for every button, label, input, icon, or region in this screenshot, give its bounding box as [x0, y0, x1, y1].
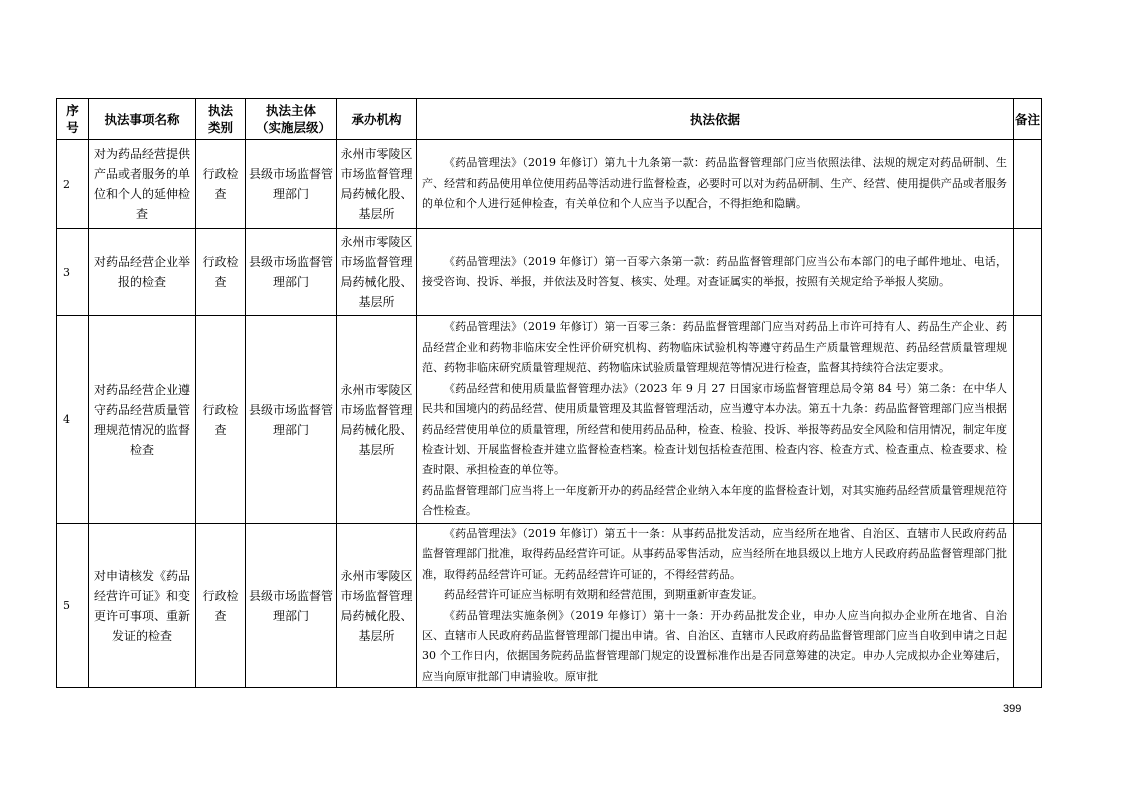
row-category: 行政检查	[196, 524, 246, 688]
table-row	[57, 316, 1042, 524]
basis-paragraph: 《药品管理法实施条例》（2019 年修订）第十一条：开办药品批发企业，申办人应当向拟办企业所在地省、自治区、直辖市人民政府药品监督管理部门提出申请。省、自治区、直辖市人民政府药品监督管理部门应当自收到申请之日起 30 个工作日内，依据国务院药品监督管理部门规定的设置标准作出是否同意筹建的决定。申办人完成拟办企业筹建后，应当向原审批部门申请验收。原审批	[422, 608, 1007, 683]
header-category: 执法类别	[196, 99, 246, 140]
row-subject: 县级市场监督管理部门	[246, 524, 337, 688]
basis-paragraph: 药品经营许可证应当标明有效期和经营范围，到期重新审查发证。	[444, 588, 763, 602]
row-agency: 永州市零陵区市场监督管理局药械化股、基层所	[337, 229, 417, 316]
row-name: 对药品经营企业遵守药品经营质量管理规范情况的监督检查	[89, 316, 196, 524]
row-remark	[1014, 140, 1042, 229]
row-remark	[1014, 229, 1042, 316]
row-no: 3	[57, 229, 89, 316]
row-agency: 永州市零陵区市场监督管理局药械化股、基层所	[337, 524, 417, 688]
row-name: 对药品经营企业举报的检查	[89, 229, 196, 316]
row-name: 对为药品经营提供产品或者服务的单位和个人的延伸检查	[89, 140, 196, 229]
table-row	[57, 524, 1042, 688]
row-no: 5	[57, 524, 89, 688]
row-basis	[417, 229, 1014, 316]
basis-paragraph: 药品监督管理部门应当将上一年度新开办的药品经营企业纳入本年度的监督检查计划，对其实施药品经营质量管理规范符合性检查。	[422, 483, 1007, 518]
table-row	[57, 229, 1042, 316]
row-category: 行政检查	[196, 316, 246, 524]
table-row	[57, 140, 1042, 229]
header-remark: 备注	[1014, 99, 1042, 140]
row-agency: 永州市零陵区市场监督管理局药械化股、基层所	[337, 316, 417, 524]
row-category: 行政检查	[196, 140, 246, 229]
row-name: 对申请核发《药品经营许可证》和变更许可事项、重新发证的检查	[89, 524, 196, 688]
row-remark	[1014, 316, 1042, 524]
basis-paragraph: 《药品管理法》（2019 年修订）第五十一条：从事药品批发活动，应当经所在地省、自治区、直辖市人民政府药品监督管理部门批准，取得药品经营许可证。从事药品零售活动，应当经所在地县级以上地方人民政府药品监督管理部门批准，取得药品经营许可证。无药品经营许可证的，不得经营药品。	[422, 527, 1007, 581]
basis-paragraph: 《药品管理法》（2019 年修订）第九十九条第一款：药品监督管理部门应当依照法律、法规的规定对药品研制、生产、经营和药品使用单位使用药品等活动进行监督检查，必要时可以对为药品研制、生产、经营、使用提供产品或者服务的单位和个人进行延伸检查，有关单位和个人应当予以配合，不得拒绝和隐瞒。	[422, 156, 1007, 211]
header-basis: 执法依据	[417, 99, 1014, 140]
row-subject: 县级市场监督管理部门	[246, 316, 337, 524]
row-no: 2	[57, 140, 89, 229]
header-no: 序号	[57, 99, 89, 140]
row-no: 4	[57, 316, 89, 524]
header-name: 执法事项名称	[89, 99, 196, 140]
row-remark	[1014, 524, 1042, 688]
table-header-row	[57, 99, 1042, 140]
enforcement-table	[56, 98, 1042, 688]
page-number: 399	[1003, 703, 1022, 715]
header-subject: 执法主体（实施层级）	[246, 99, 337, 140]
row-category: 行政检查	[196, 229, 246, 316]
row-subject: 县级市场监督管理部门	[246, 229, 337, 316]
basis-paragraph: 《药品管理法》（2019 年修订）第一百零六条第一款：药品监督管理部门应当公布本部门的电子邮件地址、电话，接受咨询、投诉、举报，并依法及时答复、核实、处理。对查证属实的举报，按照有关规定给予举报人奖励。	[422, 254, 1007, 288]
row-agency: 永州市零陵区市场监督管理局药械化股、基层所	[337, 140, 417, 229]
row-basis	[417, 140, 1014, 229]
row-basis	[417, 524, 1014, 688]
header-agency: 承办机构	[337, 99, 417, 140]
basis-paragraph: 《药品经营和使用质量监督管理办法》（2023 年 9 月 27 日国家市场监督管理总局令第 84 号）第二条：在中华人民共和国境内的药品经营、使用质量管理及其监督管理活动，应当遵守本办法。第五十九条：药品监督管理部门应当根据药品经营使用单位的质量管理，所经营和使用药品品种，检查、检验、投诉、举报等药品安全风险和信用情况，制定年度检查计划、开展监督检查并建立监督检查档案。检查计划包括检查范围、检查内容、检查方式、检查重点、检查要求、检查时限、承担检查的单位等。	[422, 381, 1007, 477]
row-basis	[417, 316, 1014, 524]
row-subject: 县级市场监督管理部门	[246, 140, 337, 229]
basis-paragraph: 《药品管理法》（2019 年修订）第一百零三条：药品监督管理部门应当对药品上市许可持有人、药品生产企业、药品经营企业和药物非临床安全性评价研究机构、药物临床试验机构等遵守药品生产质量管理规范、药品经营质量管理规范、药物非临床研究质量管理规范、药物临床试验质量管理规范等情况进行检查，监督其持续符合法定要求。	[422, 320, 1007, 375]
